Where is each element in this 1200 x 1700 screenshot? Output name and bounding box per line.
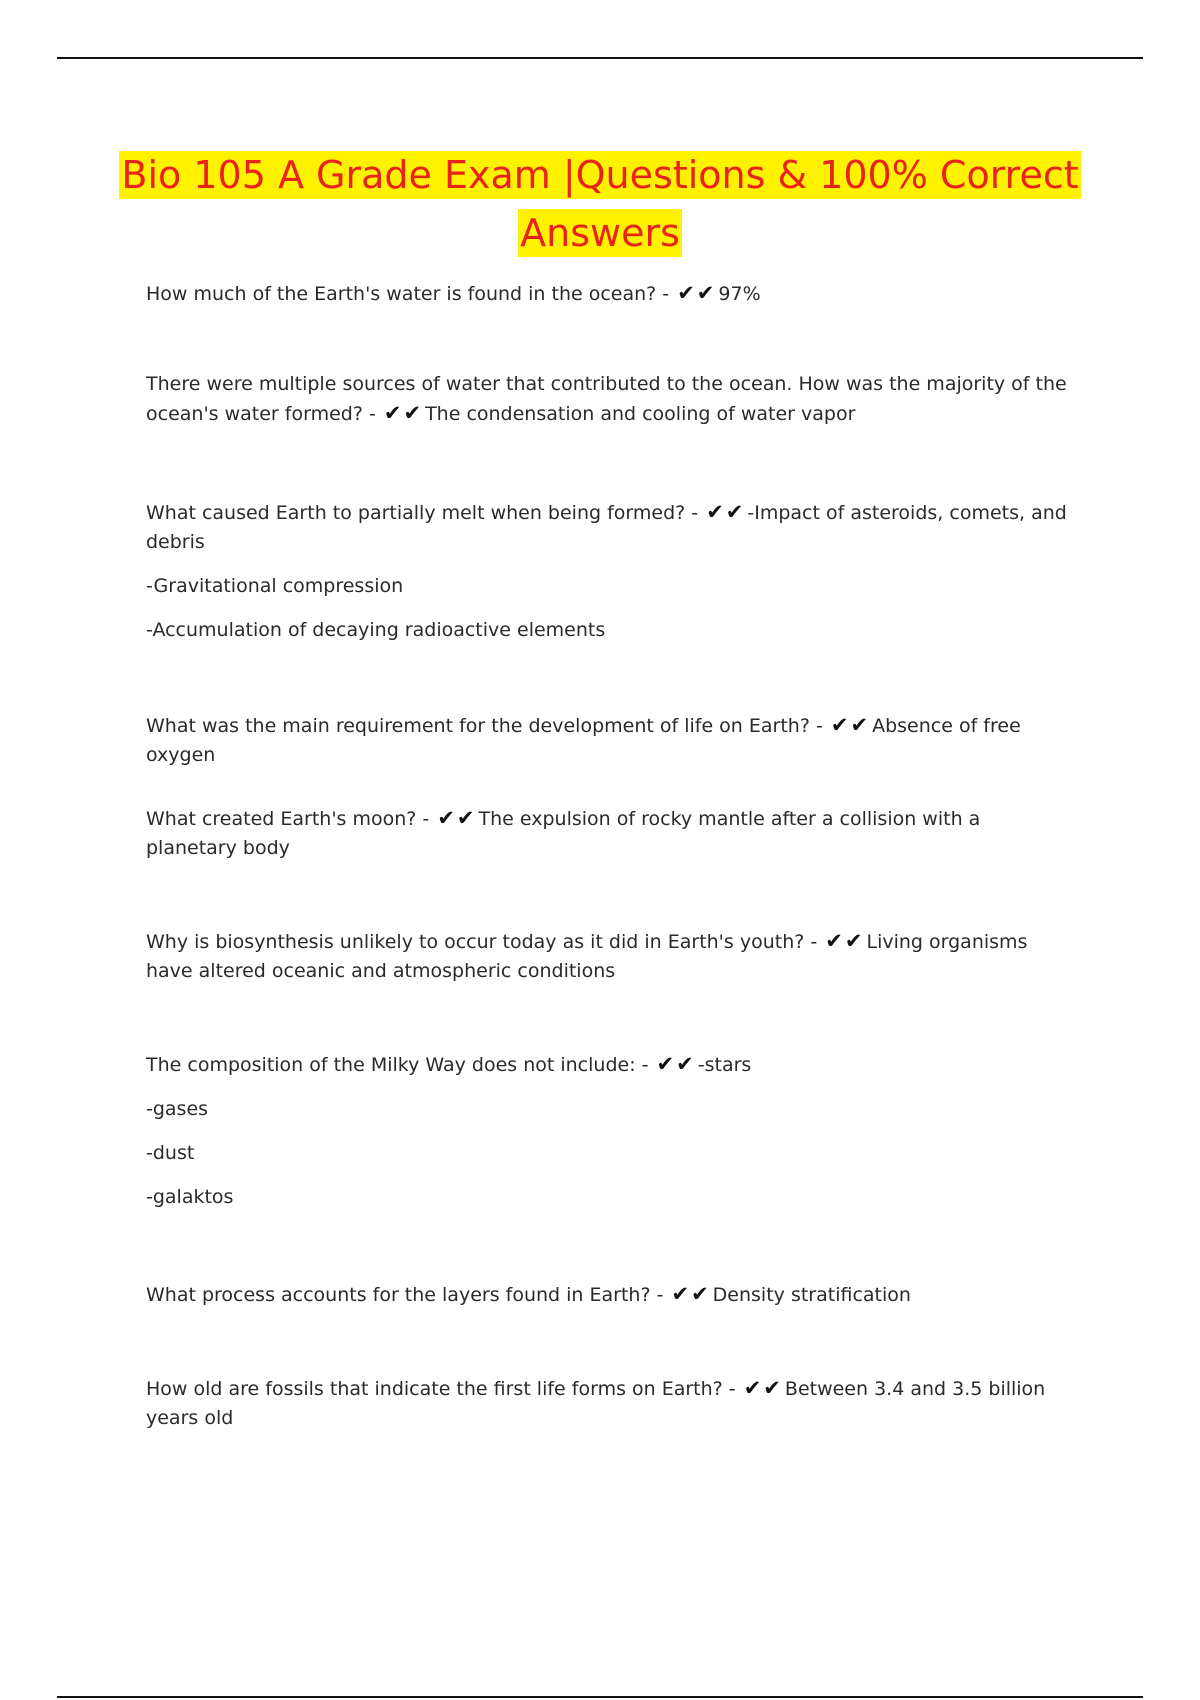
question-text: How old are fossils that indicate the first life forms on Earth? — [146, 1378, 723, 1400]
separator: - — [656, 283, 676, 305]
separator: - — [804, 931, 824, 953]
question-text: What created Earth's moon? — [146, 808, 417, 830]
question-text: What process accounts for the layers found in Earth? — [146, 1284, 651, 1306]
qa-item — [146, 927, 1076, 986]
qa-item — [146, 1280, 1076, 1310]
double-check-icon: ✔✔ — [656, 1052, 696, 1076]
double-check-icon: ✔✔ — [825, 929, 865, 953]
answer-text: Absence of free oxygen — [146, 715, 1021, 766]
question-text: How much of the Earth's water is found in the ocean? — [146, 283, 657, 305]
qa-item — [146, 804, 1076, 863]
qa-item — [146, 711, 1076, 770]
answer-extra-line: -gases — [146, 1098, 209, 1120]
qa-question-line — [146, 1374, 1076, 1433]
answer-extra-line: -galaktos — [146, 1186, 234, 1208]
question-text: The composition of the Milky Way does not include: — [146, 1054, 636, 1076]
double-check-icon: ✔✔ — [671, 1282, 711, 1306]
qa-item — [146, 1374, 1076, 1433]
question-text: Why is biosynthesis unlikely to occur today as it did in Earth's youth? — [146, 931, 805, 953]
separator: - — [416, 808, 436, 830]
answer-text: Density stratification — [712, 1284, 911, 1306]
question-text: What caused Earth to partially melt when being formed? — [146, 502, 686, 524]
answer-text: The condensation and cooling of water vapor — [425, 403, 856, 425]
double-check-icon: ✔✔ — [383, 401, 424, 425]
qa-question-line — [146, 279, 1076, 309]
answer-text: -Impact of asteroids, comets, and debris — [146, 502, 1067, 553]
question-text: There were multiple sources of water that contributed to the ocean. How was the majority of the ocean's water formed? — [146, 373, 1067, 425]
double-check-icon: ✔✔ — [677, 281, 717, 305]
qa-question-line — [146, 370, 1076, 429]
qa-item — [146, 279, 1076, 309]
answer-text: The expulsion of rocky mantle after a collision with a planetary body — [146, 808, 981, 859]
qa-item — [146, 1050, 1076, 1212]
footer-rule — [57, 1696, 1143, 1698]
qa-item — [146, 370, 1076, 429]
answer-extra-line: -Gravitational compression — [146, 575, 404, 597]
document-title — [0, 146, 1200, 262]
separator: - — [722, 1378, 742, 1400]
double-check-icon: ✔✔ — [830, 713, 871, 737]
qa-question-line — [146, 1280, 1076, 1310]
double-check-icon: ✔✔ — [743, 1376, 783, 1400]
answer-extra-line: -dust — [146, 1142, 195, 1164]
qa-item — [146, 498, 1076, 645]
separator: - — [650, 1284, 670, 1306]
qa-question-line — [146, 498, 1076, 557]
qa-question-line — [146, 804, 1076, 863]
separator: - — [362, 403, 382, 425]
qa-question-line — [146, 927, 1076, 986]
qa-question-line — [146, 711, 1076, 770]
title-line-2: Answers — [520, 211, 680, 255]
answer-text: 97% — [718, 283, 761, 305]
answer-text: Living organisms have altered oceanic and atmospheric conditions — [146, 931, 1028, 982]
answer-text: Between 3.4 and 3.5 billion years old — [146, 1378, 1046, 1429]
title-line-1: Bio 105 A Grade Exam |Questions & 100% Correct — [121, 153, 1079, 197]
qa-question-line — [146, 1050, 1076, 1080]
double-check-icon: ✔✔ — [706, 500, 746, 524]
answer-extra-line: -Accumulation of decaying radioactive elements — [146, 619, 606, 641]
question-text: What was the main requirement for the development of life on Earth? — [146, 715, 810, 737]
double-check-icon: ✔✔ — [437, 806, 477, 830]
separator: - — [809, 715, 829, 737]
header-rule — [57, 57, 1143, 59]
separator: - — [685, 502, 705, 524]
separator: - — [635, 1054, 655, 1076]
answer-text: -stars — [697, 1054, 752, 1076]
